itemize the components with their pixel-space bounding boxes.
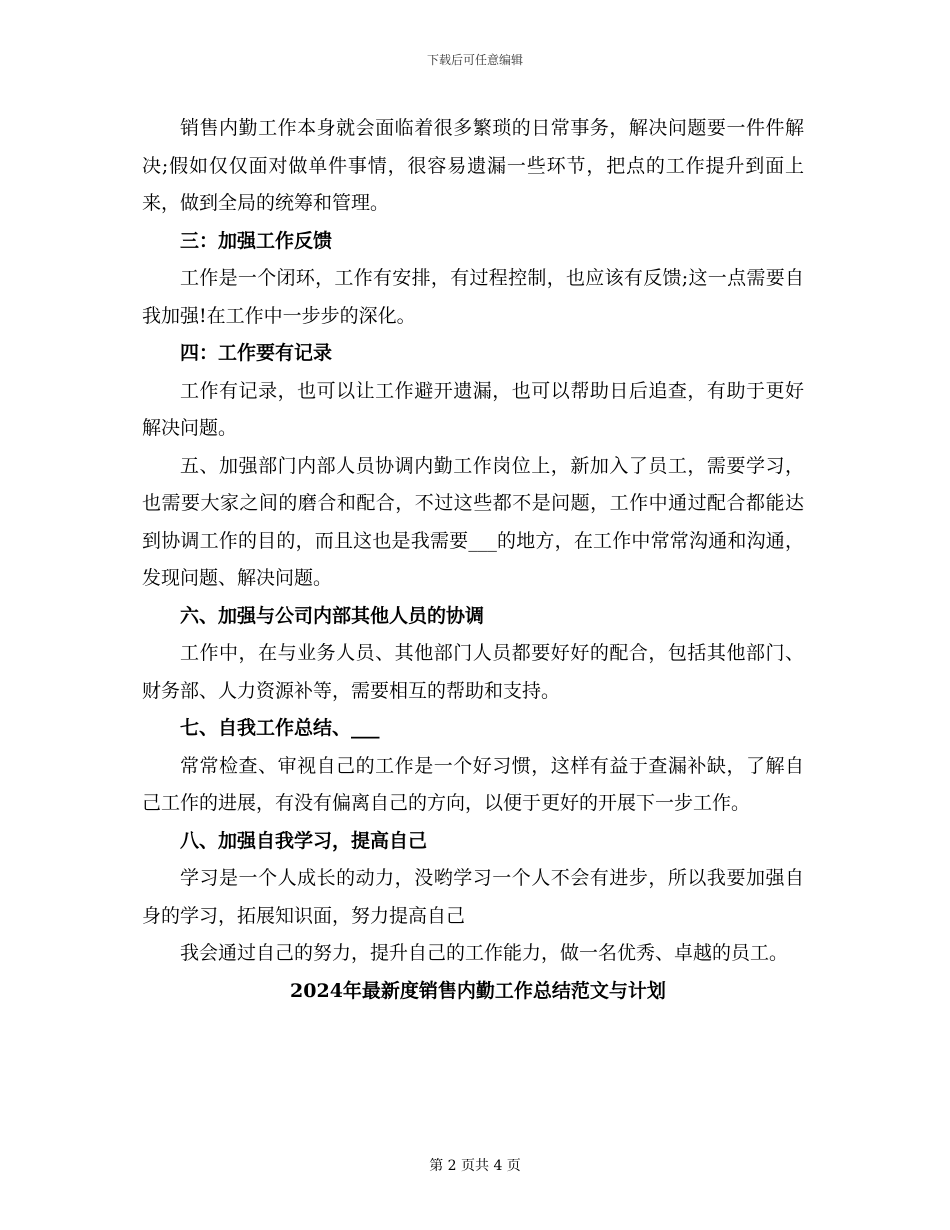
heading-4: 四：工作要有记录 — [180, 342, 333, 364]
paragraph-closing: 我会通过自己的努力，提升自己的工作能力，做一名优秀、卓越的员工。 — [180, 942, 789, 964]
heading-7: 七、自我工作总结、___ — [180, 717, 380, 739]
heading-6: 六、加强与公司内部其他人员的协调 — [180, 604, 485, 627]
page-footer: 第 2 页共 4 页 — [429, 1158, 521, 1174]
paragraph-5: 五、加强部门内部人员协调内勤工作岗位上，新加入了员工，需要学习，也需要大家之间的磨合和配合，不过这些都不是问题，工作中通过配合都能达到协调工作的目的，而且这也是我需要___的地方，在工作中常常沟通和沟通，发现问题、解决问题。 — [142, 454, 804, 589]
page-header: 下载后可任意编辑 — [426, 53, 523, 67]
paragraph-7: 常常检查、审视自己的工作是一个好习惯，这样有益于查漏补缺，了解自己工作的进展，有没有偏离自己的方向，以便于更好的开展下一步工作。 — [142, 754, 804, 814]
document-body — [142, 110, 804, 1010]
paragraph-intro: 销售内勤工作本身就会面临着很多繁琐的日常事务，解决问题要一件件解决;假如仅仅面对做单件事情，很容易遗漏一些环节，把点的工作提升到面上来，做到全局的统筹和管理。 — [142, 117, 804, 214]
heading-3: 三：加强工作反馈 — [180, 229, 333, 252]
heading-8: 八、加强自我学习，提高自己 — [180, 829, 428, 852]
next-document-title: 2024年最新度销售内勤工作总结范文与计划 — [290, 979, 666, 1002]
paragraph-8: 学习是一个人成长的动力，没哟学习一个人不会有进步，所以我要加强自身的学习，拓展知识面，努力提高自己 — [142, 867, 804, 927]
paragraph-6: 工作中，在与业务人员、其他部门人员都要好好的配合，包括其他部门、财务部、人力资源补等，需要相互的帮助和支持。 — [142, 642, 804, 702]
paragraph-4: 工作有记录，也可以让工作避开遗漏，也可以帮助日后追查，有助于更好解决问题。 — [142, 379, 804, 439]
paragraph-3: 工作是一个闭环，工作有安排，有过程控制，也应该有反馈;这一点需要自我加强!在工作中一步步的深化。 — [142, 267, 804, 327]
